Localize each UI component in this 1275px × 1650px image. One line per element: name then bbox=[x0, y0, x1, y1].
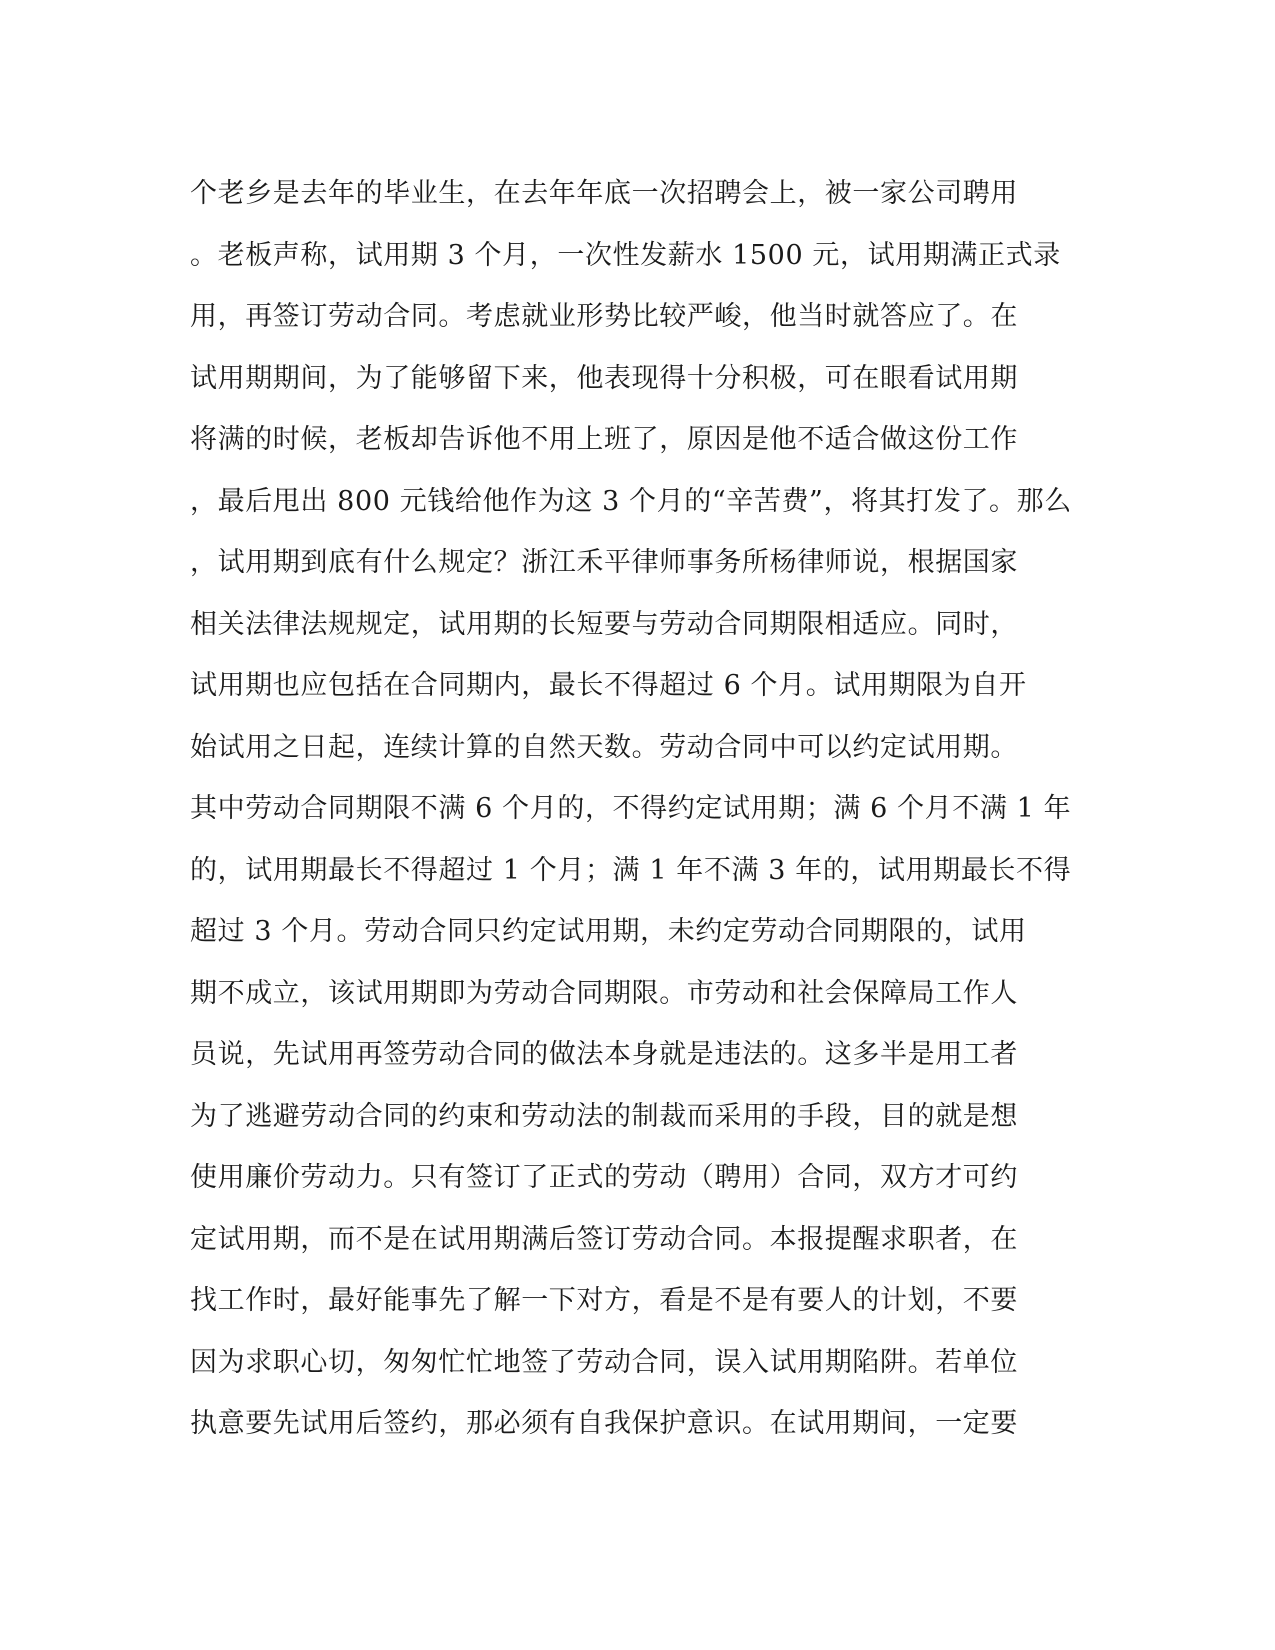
text-line: 试用期期间，为了能够留下来，他表现得十分积极，可在眼看试用期 bbox=[190, 362, 1018, 394]
text-line: 使用廉价劳动力。只有签订了正式的劳动（聘用）合同，双方才可约 bbox=[190, 1162, 1018, 1193]
text-line: 因为求职心切，匆匆忙忙地签了劳动合同，误入试用期陷阱。若单位 bbox=[190, 1346, 1018, 1378]
text-line: 期不成立，该试用期即为劳动合同期限。市劳动和社会保障局工作人 bbox=[190, 977, 1018, 1009]
text-line: 其中劳动合同期限不满 6 个月的，不得约定试用期；满 6 个月不满 1 年 bbox=[190, 793, 1072, 824]
text-line: 执意要先试用后签约，那必须有自我保护意识。在试用期间，一定要 bbox=[190, 1408, 1018, 1439]
text-line: 始试用之日起，连续计算的自然天数。劳动合同中可以约定试用期。 bbox=[190, 731, 1018, 763]
text-line: 。老板声称，试用期 3 个月，一次性发薪水 1500 元，试用期满正式录 bbox=[190, 239, 1061, 271]
body-text bbox=[190, 163, 1090, 1455]
text-line: 用，再签订劳动合同。考虑就业形势比较严峻，他当时就答应了。在 bbox=[190, 301, 1018, 332]
text-line: 员说，先试用再签劳动合同的做法本身就是违法的。这多半是用工者 bbox=[190, 1039, 1018, 1070]
text-line: 相关法律法规规定，试用期的长短要与劳动合同期限相适应。同时， bbox=[190, 608, 1018, 640]
text-line: 将满的时候，老板却告诉他不用上班了，原因是他不适合做这份工作 bbox=[190, 424, 1018, 455]
text-line: 试用期也应包括在合同期内，最长不得超过 6 个月。试用期限为自开 bbox=[190, 670, 1027, 701]
text-line: ，试用期到底有什么规定？浙江禾平律师事务所杨律师说，根据国家 bbox=[190, 547, 1018, 578]
text-line: 定试用期，而不是在试用期满后签订劳动合同。本报提醒求职者，在 bbox=[190, 1223, 1018, 1255]
text-line: ，最后甩出 800 元钱给他作为这 3 个月的“辛苦费”，将其打发了。那么 bbox=[190, 485, 1072, 517]
text-line: 的，试用期最长不得超过 1 个月；满 1 年不满 3 年的，试用期最长不得 bbox=[190, 854, 1072, 886]
text-line: 个老乡是去年的毕业生，在去年年底一次招聘会上，被一家公司聘用 bbox=[190, 178, 1018, 209]
text-line: 为了逃避劳动合同的约束和劳动法的制裁而采用的手段，目的就是想 bbox=[190, 1100, 1018, 1132]
text-line: 超过 3 个月。劳动合同只约定试用期，未约定劳动合同期限的，试用 bbox=[190, 916, 1027, 947]
text-line: 找工作时，最好能事先了解一下对方，看是不是有要人的计划，不要 bbox=[190, 1285, 1018, 1316]
